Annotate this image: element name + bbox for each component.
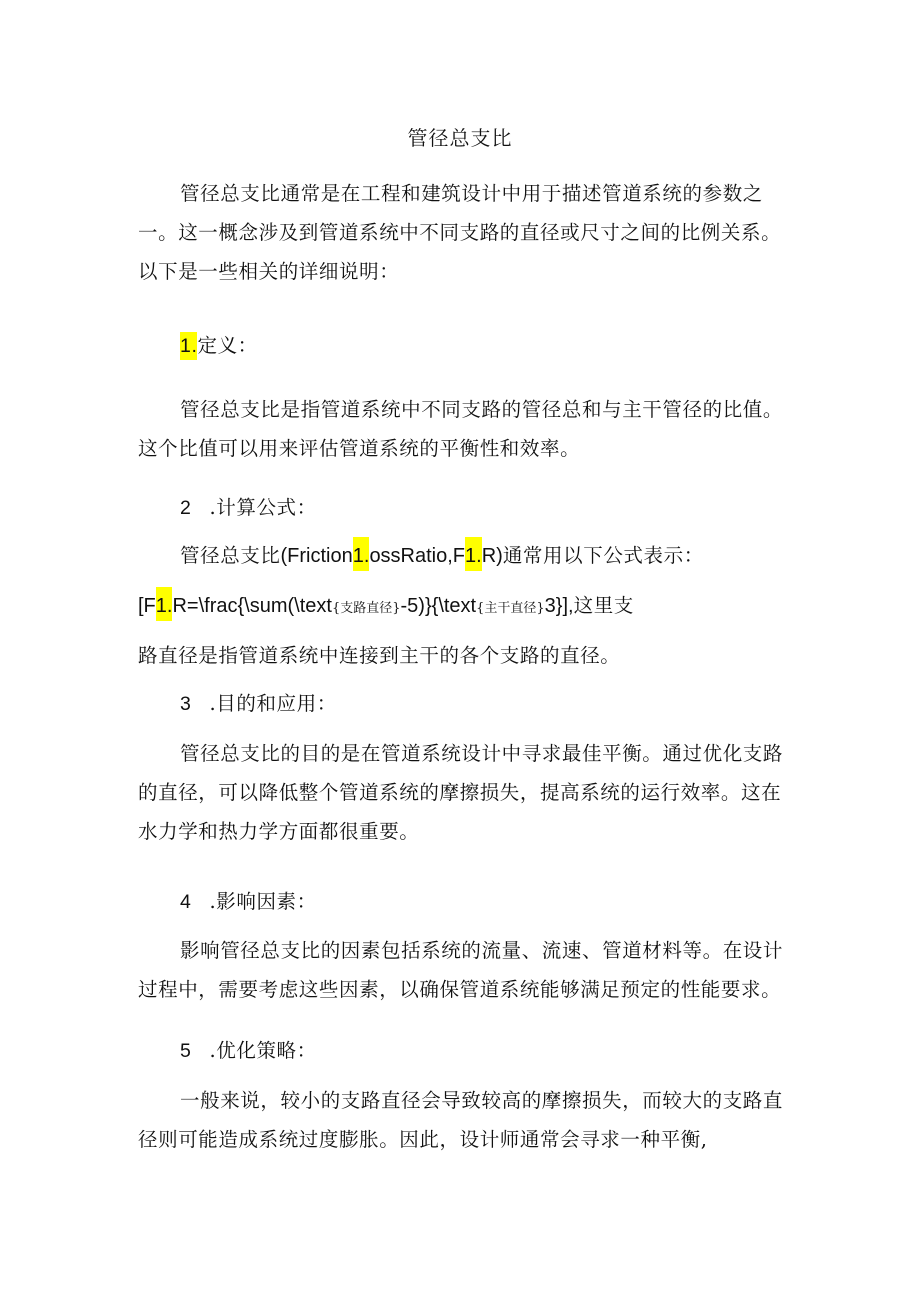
highlight-2: 1. <box>465 537 482 571</box>
section-4-body: 影响管径总支比的因素包括系统的流量、流速、管道材料等。在设计过程中，需要考虑这些因素，以确保管道系统能够满足预定的性能要求。 <box>138 939 784 1001</box>
section-4-title: .影响因素： <box>209 890 317 913</box>
section-3-body: 管径总支比的目的是在管道系统设计中寻求最佳平衡。通过优化支路的直径，可以降低整个管道系统的摩擦损失，提高系统的运行效率。这在水力学和热力学方面都很重要。 <box>138 742 784 843</box>
section-3-heading <box>180 690 337 718</box>
section-2-number: 2 <box>180 497 192 519</box>
highlight-3: 1. <box>156 587 173 621</box>
formula-explanation: 路直径是指管道系统中连接到主干的各个支路的直径。 <box>138 644 621 667</box>
section-3-title: .目的和应用： <box>209 692 337 715</box>
section-5-title: .优化策略： <box>209 1039 317 1062</box>
highlight-1: 1. <box>353 537 370 571</box>
section-3-number: 3 <box>180 693 192 715</box>
section-4-heading <box>180 888 317 916</box>
section-1-number: 1. <box>180 332 197 360</box>
section-2-title: .计算公式： <box>209 496 317 519</box>
section-5-number: 5 <box>180 1040 192 1062</box>
section-1-body: 管径总支比是指管道系统中不同支路的管径总和与主干管径的比值。这个比值可以用来评估管道系统的平衡性和效率。 <box>138 398 784 460</box>
section-2-heading <box>180 494 317 522</box>
section-4-number: 4 <box>180 891 192 913</box>
section-5-body: 一般来说，较小的支路直径会导致较高的摩擦损失，而较大的支路直径则可能造成系统过度膨胀。因此，设计师通常会寻求一种平衡, <box>138 1089 784 1151</box>
section-5-heading <box>180 1037 317 1065</box>
intro-paragraph: 管径总支比通常是在工程和建筑设计中用于描述管道系统的参数之一。这一概念涉及到管道系统中不同支路的直径或尺寸之间的比例关系。以下是一些相关的详细说明： <box>138 182 782 283</box>
section-1-title: 定义： <box>197 334 258 357</box>
formula-line: [F1.R=\frac{\sum(\text{支路直径}-5)}{\text{主干直径}3}],这里支 <box>138 586 786 628</box>
formula-intro-line: 管径总支比(Friction1.ossRatio,F1.R)通常用以下公式表示： <box>180 536 800 576</box>
section-1-heading <box>180 332 258 360</box>
document-title: 管径总支比 <box>407 126 513 150</box>
